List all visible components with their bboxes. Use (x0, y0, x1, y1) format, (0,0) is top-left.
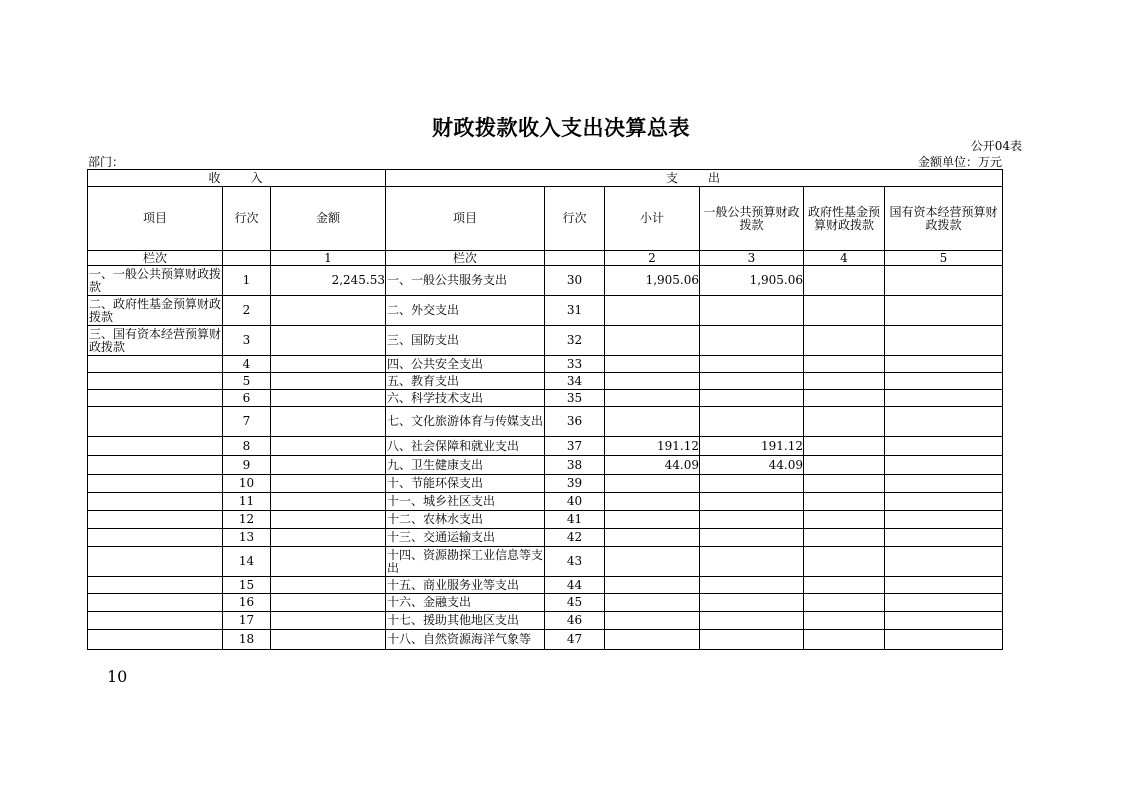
expense-line-cell: 42 (545, 529, 605, 547)
income-group-header: 收 入 (88, 170, 386, 187)
state-capital-cell (885, 594, 1003, 612)
table-row (88, 266, 1003, 296)
table-row (88, 612, 1003, 630)
general-budget-cell (700, 529, 804, 547)
subtotal-cell (605, 511, 700, 529)
income-item-cell (88, 547, 223, 577)
table-row (88, 547, 1003, 577)
income-item-cell (88, 630, 223, 650)
state-capital-cell (885, 475, 1003, 493)
income-amount-cell (271, 326, 386, 356)
state-capital-cell (885, 456, 1003, 475)
income-amount-cell (271, 594, 386, 612)
table-row (88, 630, 1003, 650)
expense-item-cell: 十七、援助其他地区支出 (386, 612, 545, 630)
income-item-cell (88, 407, 223, 437)
income-line-cell: 8 (223, 437, 271, 456)
state-capital-cell (885, 612, 1003, 630)
gov-fund-cell (804, 577, 885, 594)
income-line-cell: 7 (223, 407, 271, 437)
state-capital-cell (885, 511, 1003, 529)
expense-line-index-empty (545, 251, 605, 266)
gov-fund-header: 政府性基金预算财政拨款 (804, 187, 885, 251)
expense-item-cell: 五、教育支出 (386, 373, 545, 390)
subtotal-cell (605, 326, 700, 356)
expense-item-cell: 十一、城乡社区支出 (386, 493, 545, 511)
income-item-cell (88, 356, 223, 373)
expense-line-cell: 36 (545, 407, 605, 437)
expense-line-cell: 46 (545, 612, 605, 630)
state-capital-cell (885, 493, 1003, 511)
expense-item-cell: 十五、商业服务业等支出 (386, 577, 545, 594)
expense-line-cell: 30 (545, 266, 605, 296)
income-line-cell: 3 (223, 326, 271, 356)
gov-fund-cell (804, 547, 885, 577)
subtotal-cell (605, 577, 700, 594)
income-amount-cell (271, 511, 386, 529)
general-budget-cell (700, 390, 804, 407)
state-capital-header: 国有资本经营预算财政拨款 (885, 187, 1003, 251)
general-budget-cell (700, 547, 804, 577)
expense-line-cell: 45 (545, 594, 605, 612)
expense-item-cell: 十六、金融支出 (386, 594, 545, 612)
expense-item-header: 项目 (386, 187, 545, 251)
gov-fund-cell (804, 437, 885, 456)
general-budget-cell (700, 630, 804, 650)
subtotal-cell (605, 373, 700, 390)
subtotal-cell (605, 493, 700, 511)
income-amount-cell (271, 577, 386, 594)
general-budget-cell (700, 296, 804, 326)
expense-group-header: 支 出 (386, 170, 1003, 187)
income-line-cell: 6 (223, 390, 271, 407)
income-line-index-empty (223, 251, 271, 266)
gov-fund-cell (804, 407, 885, 437)
expense-line-cell: 41 (545, 511, 605, 529)
income-line-cell: 1 (223, 266, 271, 296)
income-amount-cell (271, 437, 386, 456)
expense-line-cell: 37 (545, 437, 605, 456)
income-item-cell (88, 373, 223, 390)
expense-line-cell: 43 (545, 547, 605, 577)
page-title: 财政拨款收入支出决算总表 (432, 116, 690, 140)
expense-line-cell: 47 (545, 630, 605, 650)
expense-line-cell: 35 (545, 390, 605, 407)
general-budget-cell: 44.09 (700, 456, 804, 475)
income-amount-cell (271, 456, 386, 475)
table-row (88, 373, 1003, 390)
expense-line-cell: 38 (545, 456, 605, 475)
subtotal-cell (605, 594, 700, 612)
gov-fund-cell (804, 373, 885, 390)
income-line-cell: 14 (223, 547, 271, 577)
income-amount-cell (271, 475, 386, 493)
table-row (88, 594, 1003, 612)
table-row (88, 407, 1003, 437)
income-item-cell (88, 390, 223, 407)
expense-line-cell: 31 (545, 296, 605, 326)
table-row (88, 493, 1003, 511)
expense-line-cell: 44 (545, 577, 605, 594)
budget-summary-table (87, 169, 1003, 650)
income-line-cell: 16 (223, 594, 271, 612)
gov-fund-cell (804, 493, 885, 511)
state-capital-cell (885, 373, 1003, 390)
income-amount-cell (271, 493, 386, 511)
income-item-cell (88, 577, 223, 594)
income-line-cell: 10 (223, 475, 271, 493)
income-item-header: 项目 (88, 187, 223, 251)
income-item-cell (88, 456, 223, 475)
general-budget-cell (700, 326, 804, 356)
gov-fund-cell (804, 356, 885, 373)
form-number: 公开04表 (970, 139, 1022, 153)
income-line-cell: 12 (223, 511, 271, 529)
gov-fund-cell (804, 529, 885, 547)
table-row (88, 356, 1003, 373)
expense-item-cell: 四、公共安全支出 (386, 356, 545, 373)
subtotal-cell (605, 529, 700, 547)
income-amount-cell (271, 529, 386, 547)
subtotal-cell (605, 475, 700, 493)
subtotal-cell (605, 390, 700, 407)
gov-fund-cell (804, 630, 885, 650)
income-amount-cell (271, 390, 386, 407)
general-budget-cell (700, 511, 804, 529)
income-line-cell: 5 (223, 373, 271, 390)
expense-item-cell: 六、科学技术支出 (386, 390, 545, 407)
table-row (88, 511, 1003, 529)
income-line-cell: 2 (223, 296, 271, 326)
subtotal-cell: 1,905.06 (605, 266, 700, 296)
gov-fund-cell (804, 612, 885, 630)
gov-fund-cell (804, 326, 885, 356)
general-budget-cell: 1,905.06 (700, 266, 804, 296)
table-row (88, 437, 1003, 456)
expense-item-cell: 九、卫生健康支出 (386, 456, 545, 475)
subtotal-cell (605, 407, 700, 437)
state-capital-cell (885, 437, 1003, 456)
state-capital-cell (885, 356, 1003, 373)
gov-fund-cell (804, 390, 885, 407)
expense-item-cell: 十三、交通运输支出 (386, 529, 545, 547)
general-budget-cell (700, 493, 804, 511)
expense-item-cell: 十、节能环保支出 (386, 475, 545, 493)
income-item-cell (88, 437, 223, 456)
subtotal-cell: 44.09 (605, 456, 700, 475)
subtotal-cell (605, 296, 700, 326)
state-capital-cell (885, 326, 1003, 356)
income-amount-cell (271, 356, 386, 373)
income-amount-header: 金额 (271, 187, 386, 251)
expense-line-cell: 33 (545, 356, 605, 373)
expense-line-cell: 39 (545, 475, 605, 493)
income-line-cell: 15 (223, 577, 271, 594)
gov-fund-cell (804, 475, 885, 493)
gov-fund-cell (804, 296, 885, 326)
expense-line-cell: 32 (545, 326, 605, 356)
income-item-cell (88, 475, 223, 493)
state-capital-cell (885, 547, 1003, 577)
state-capital-cell (885, 266, 1003, 296)
expense-line-header: 行次 (545, 187, 605, 251)
table-row (88, 390, 1003, 407)
subtotal-header: 小计 (605, 187, 700, 251)
general-budget-cell (700, 407, 804, 437)
income-line-cell: 17 (223, 612, 271, 630)
gov-fund-cell (804, 266, 885, 296)
income-amount-cell (271, 373, 386, 390)
state-capital-cell (885, 630, 1003, 650)
subtotal-cell: 191.12 (605, 437, 700, 456)
subtotal-cell (605, 547, 700, 577)
gov-fund-col-index: 4 (804, 251, 885, 266)
income-amount-cell (271, 630, 386, 650)
state-capital-cell (885, 407, 1003, 437)
income-item-cell: 一、一般公共预算财政拨款 (89, 266, 222, 294)
expense-item-cell: 十四、资源勘探工业信息等支出 (387, 547, 544, 575)
expense-col-index-label: 栏次 (386, 251, 545, 266)
income-amount-cell (271, 547, 386, 577)
income-item-cell: 二、政府性基金预算财政拨款 (89, 296, 222, 324)
income-item-cell: 三、国有资本经营预算财政拨款 (89, 326, 222, 354)
expense-item-cell: 一、一般公共服务支出 (386, 266, 545, 296)
table-row (88, 577, 1003, 594)
page-number: 10 (107, 667, 128, 686)
income-item-cell (88, 529, 223, 547)
subtotal-cell (605, 356, 700, 373)
general-budget-cell (700, 594, 804, 612)
table-row (88, 456, 1003, 475)
income-line-cell: 11 (223, 493, 271, 511)
subtotal-cell (605, 612, 700, 630)
income-col-index-label: 栏次 (88, 251, 223, 266)
general-budget-cell (700, 577, 804, 594)
department-label: 部门： (88, 155, 125, 169)
amount-col-index: 1 (271, 251, 386, 266)
income-line-cell: 4 (223, 356, 271, 373)
state-capital-col-index: 5 (885, 251, 1003, 266)
state-capital-cell (885, 577, 1003, 594)
income-line-cell: 9 (223, 456, 271, 475)
general-budget-cell (700, 612, 804, 630)
income-line-cell: 18 (223, 630, 271, 650)
general-budget-header: 一般公共预算财政拨款 (700, 187, 804, 251)
state-capital-cell (885, 529, 1003, 547)
state-capital-cell (885, 296, 1003, 326)
general-budget-cell (700, 356, 804, 373)
income-line-cell: 13 (223, 529, 271, 547)
expense-item-cell: 八、社会保障和就业支出 (386, 437, 545, 456)
general-col-index: 3 (700, 251, 804, 266)
income-amount-cell: 2,245.53 (271, 266, 386, 296)
general-budget-cell (700, 373, 804, 390)
expense-item-cell: 十二、农林水支出 (386, 511, 545, 529)
subtotal-cell (605, 630, 700, 650)
expense-item-cell: 十八、自然资源海洋气象等 (386, 630, 545, 650)
state-capital-cell (885, 390, 1003, 407)
table-row (88, 326, 1003, 356)
income-line-header: 行次 (223, 187, 271, 251)
general-budget-cell (700, 475, 804, 493)
expense-item-cell: 二、外交支出 (386, 296, 545, 326)
income-item-cell (88, 594, 223, 612)
gov-fund-cell (804, 456, 885, 475)
table-row (88, 529, 1003, 547)
expense-line-cell: 34 (545, 373, 605, 390)
table-row (88, 296, 1003, 326)
income-item-cell (88, 511, 223, 529)
expense-item-cell: 七、文化旅游体育与传媒支出 (386, 407, 545, 437)
income-amount-cell (271, 407, 386, 437)
subtotal-col-index: 2 (605, 251, 700, 266)
income-amount-cell (271, 612, 386, 630)
expense-item-cell: 三、国防支出 (386, 326, 545, 356)
gov-fund-cell (804, 594, 885, 612)
gov-fund-cell (804, 511, 885, 529)
income-item-cell (88, 612, 223, 630)
unit-label: 金额单位：万元 (917, 155, 1002, 169)
expense-line-cell: 40 (545, 493, 605, 511)
table-row (88, 475, 1003, 493)
general-budget-cell: 191.12 (700, 437, 804, 456)
income-amount-cell (271, 296, 386, 326)
income-item-cell (88, 493, 223, 511)
